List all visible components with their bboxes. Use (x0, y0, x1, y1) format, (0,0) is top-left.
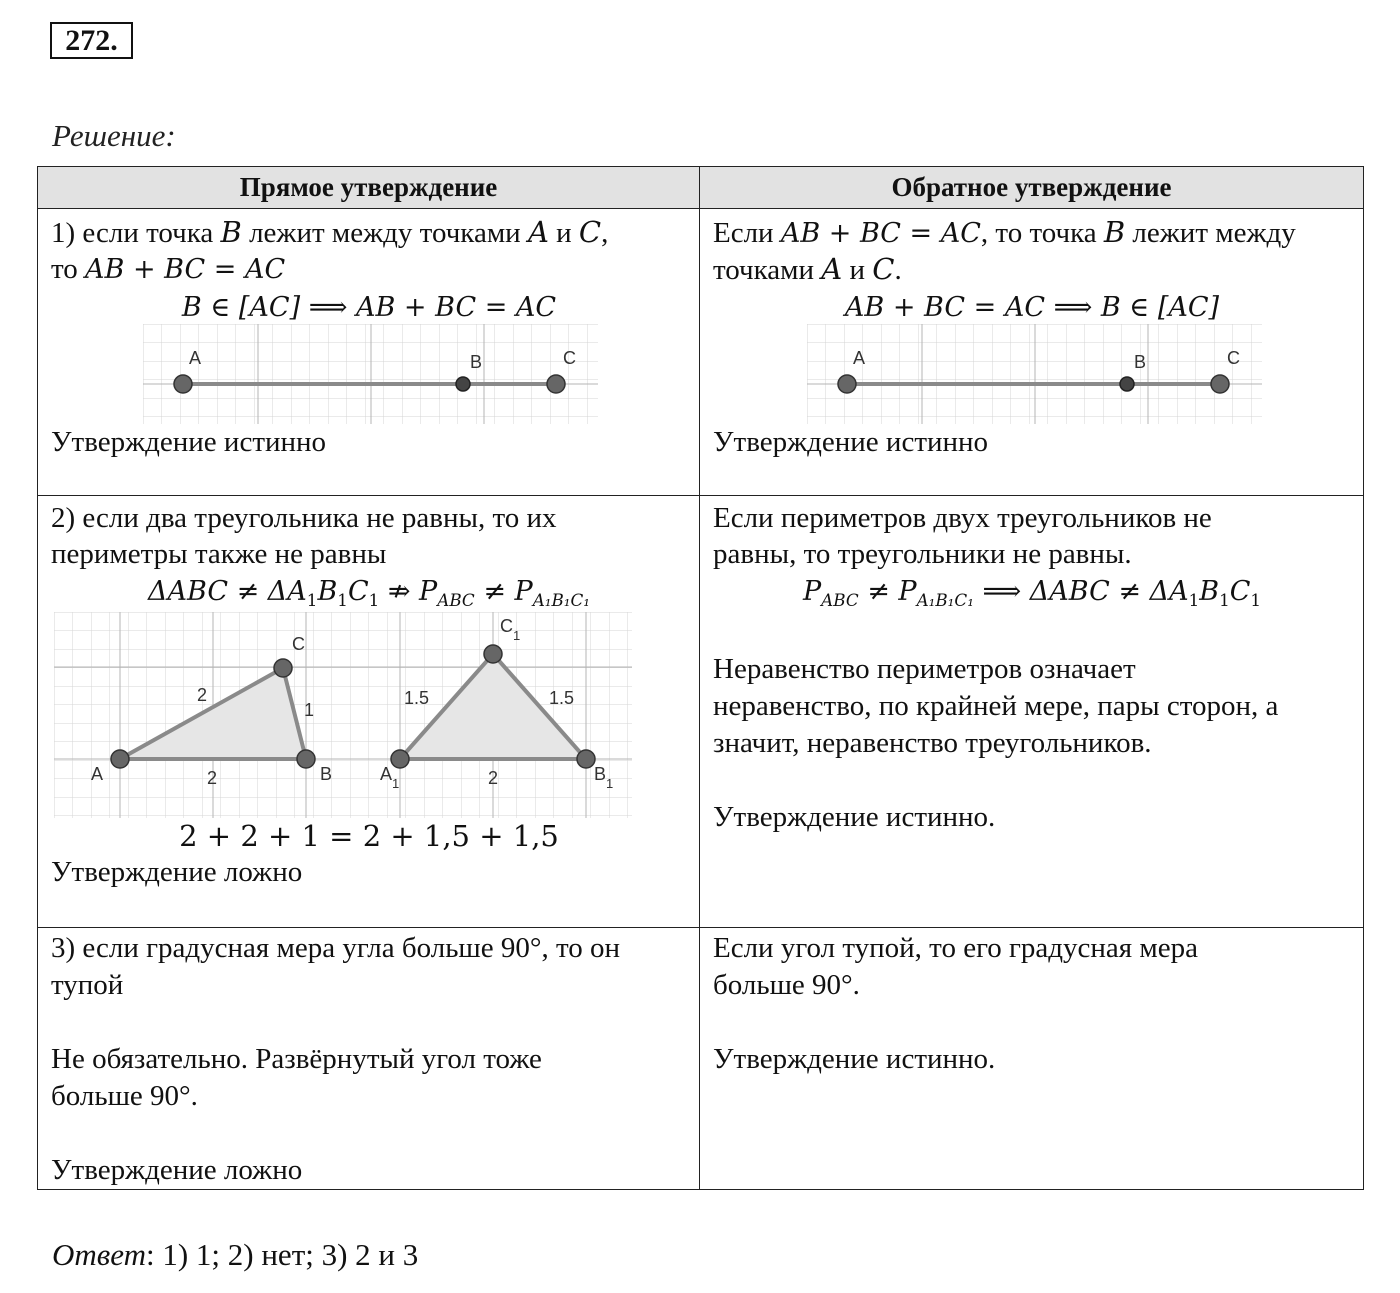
label-b: B (320, 764, 333, 784)
row1-converse-cell (700, 209, 1364, 496)
sub: 1 (306, 589, 318, 610)
side-label-bc: 1 (304, 700, 315, 720)
label-letter: B (594, 764, 607, 784)
point-c (1211, 375, 1229, 393)
answer (52, 1237, 418, 1273)
label-sub: 1 (392, 776, 400, 791)
row3-direct-cell (38, 928, 700, 1190)
row2-direct-line1: 2) если два треугольника не равны, то их (51, 502, 557, 534)
vertex-a1 (391, 750, 409, 768)
sub: ABC (437, 589, 475, 610)
part: ⇏ P (379, 576, 438, 607)
vertex-b (297, 750, 315, 768)
text: , то точка (980, 217, 1104, 249)
label-b: B (470, 352, 483, 372)
side-label-ac: 2 (197, 685, 208, 705)
label-letter: C (500, 616, 513, 636)
row3-converse-line1: Если угол тупой, то его градусная мера (713, 932, 1198, 964)
sub: 1 (337, 589, 348, 610)
text: и (548, 217, 579, 249)
sub: A₁B₁C₁ (916, 589, 974, 610)
var-a: A (821, 252, 843, 286)
label-a: A (91, 764, 104, 784)
row3-direct-verdict: Утверждение ложно (51, 1154, 303, 1186)
var-c: C (578, 215, 602, 249)
text: Если (713, 217, 781, 249)
point-a (174, 375, 192, 393)
var-c: C (872, 252, 895, 286)
sub: A₁B₁C₁ (532, 589, 591, 610)
label-c: C (292, 634, 305, 654)
segment-diagram-direct (143, 324, 598, 424)
part: ≠ P (474, 576, 533, 607)
var-b: B (220, 215, 242, 249)
header-converse: Обратное утверждение (700, 167, 1364, 209)
row3-converse-cell (700, 928, 1364, 1190)
text: лежит между точками (241, 217, 528, 249)
text: то (51, 253, 86, 285)
row2-converse-para-line3: значит, неравенство треугольников. (713, 727, 1152, 759)
point-a (838, 375, 856, 393)
equation: AB + BC = AC (85, 254, 286, 285)
point-b (1120, 377, 1134, 391)
row1-converse-line1 (713, 214, 1296, 252)
row2-direct-cell (38, 496, 700, 928)
row1-direct-line2 (51, 251, 285, 288)
text: 1) если точка (51, 217, 221, 249)
part: ΔABC ≠ ΔA (147, 576, 307, 607)
row3-direct-line1: 3) если градусная мера угла больше 90°, то он (51, 932, 621, 964)
row2-direct-equation: 2 + 2 + 1 = 2 + 1,5 + 1,5 (179, 819, 559, 853)
row2-converse-line1: Если периметров двух треугольников не (713, 502, 1212, 534)
label-a: A (853, 348, 866, 368)
label-sub: 1 (606, 776, 614, 791)
row2-direct-verdict: Утверждение ложно (51, 856, 303, 888)
label-a: A (189, 348, 202, 368)
problem-number: 272. (50, 22, 133, 59)
part: B (317, 576, 338, 607)
sub: 1 (1219, 589, 1230, 610)
row3-direct-line3: Не обязательно. Развёрнутый угол тоже (51, 1043, 542, 1075)
row2-converse-line2: равны, то треугольники не равны. (713, 538, 1132, 570)
row2-direct-line2: периметры также не равны (51, 538, 387, 570)
answer-label: Ответ (52, 1237, 146, 1272)
side-label-ab: 2 (207, 768, 218, 788)
row2-converse-verdict: Утверждение истинно. (713, 801, 996, 833)
side-label-a1c1: 1.5 (404, 688, 430, 708)
row3-converse-verdict: Утверждение истинно. (713, 1043, 996, 1075)
part: ≠ P (858, 576, 917, 607)
text: и (842, 254, 873, 286)
part: ⟹ ΔABC ≠ ΔA (973, 576, 1189, 607)
triangles-diagram (54, 612, 632, 818)
vertex-b1 (577, 750, 595, 768)
point-b (456, 377, 470, 391)
var-a: A (527, 215, 549, 249)
label-c: C (1227, 348, 1240, 368)
row1-converse-line2 (713, 251, 902, 289)
equation: AB + BC = AC (780, 218, 981, 249)
part: B (1199, 576, 1220, 607)
point-c (547, 375, 565, 393)
sub: 1 (1250, 589, 1262, 610)
side-label-a1b1: 2 (488, 768, 499, 788)
solution-label: Решение: (52, 118, 176, 153)
answer-text: : 1) 1; 2) нет; 3) 2 и 3 (145, 1237, 419, 1272)
label-sub: 1 (513, 628, 521, 643)
row2-converse-formula (700, 574, 1364, 610)
part: P (802, 576, 822, 607)
label-b: B (1134, 352, 1147, 372)
sub: ABC (821, 589, 859, 610)
row3-direct-line4: больше 90°. (51, 1080, 198, 1112)
text: , (601, 217, 609, 249)
row3-converse-line2: больше 90°. (713, 969, 860, 1001)
vertex-a (111, 750, 129, 768)
row1-direct-cell (38, 209, 700, 496)
vertex-c (274, 659, 292, 677)
part: C (1229, 576, 1251, 607)
row1-direct-line1 (51, 214, 608, 252)
row1-direct-verdict: Утверждение истинно (51, 426, 327, 458)
side-label-b1c1: 1.5 (549, 688, 575, 708)
header-direct: Прямое утверждение (38, 167, 700, 209)
label-letter: A (380, 764, 393, 784)
text: . (894, 254, 902, 286)
label-c: C (563, 348, 576, 368)
row1-converse-formula: AB + BC = AC ⟹ B ∈ [AC] (844, 292, 1220, 323)
var-b: B (1103, 215, 1126, 249)
row1-direct-formula: B ∈ [AC] ⟹ AB + BC = AC (181, 292, 557, 323)
row2-direct-formula (38, 574, 700, 610)
part: C (347, 576, 369, 607)
row2-converse-para-line1: Неравенство периметров означает (713, 653, 1136, 685)
row2-converse-cell (700, 496, 1364, 928)
row3-direct-line2: тупой (51, 969, 124, 1001)
sub: 1 (1188, 589, 1200, 610)
row2-converse-para-line2: неравенство, по крайней мере, пары сторон, а (713, 690, 1279, 722)
text: точками (713, 254, 822, 286)
vertex-c1 (484, 645, 502, 663)
statements-table (37, 166, 1364, 1190)
text: лежит между (1125, 217, 1296, 249)
segment-diagram-converse (807, 324, 1262, 424)
row1-converse-verdict: Утверждение истинно (713, 426, 989, 458)
sub: 1 (368, 589, 380, 610)
